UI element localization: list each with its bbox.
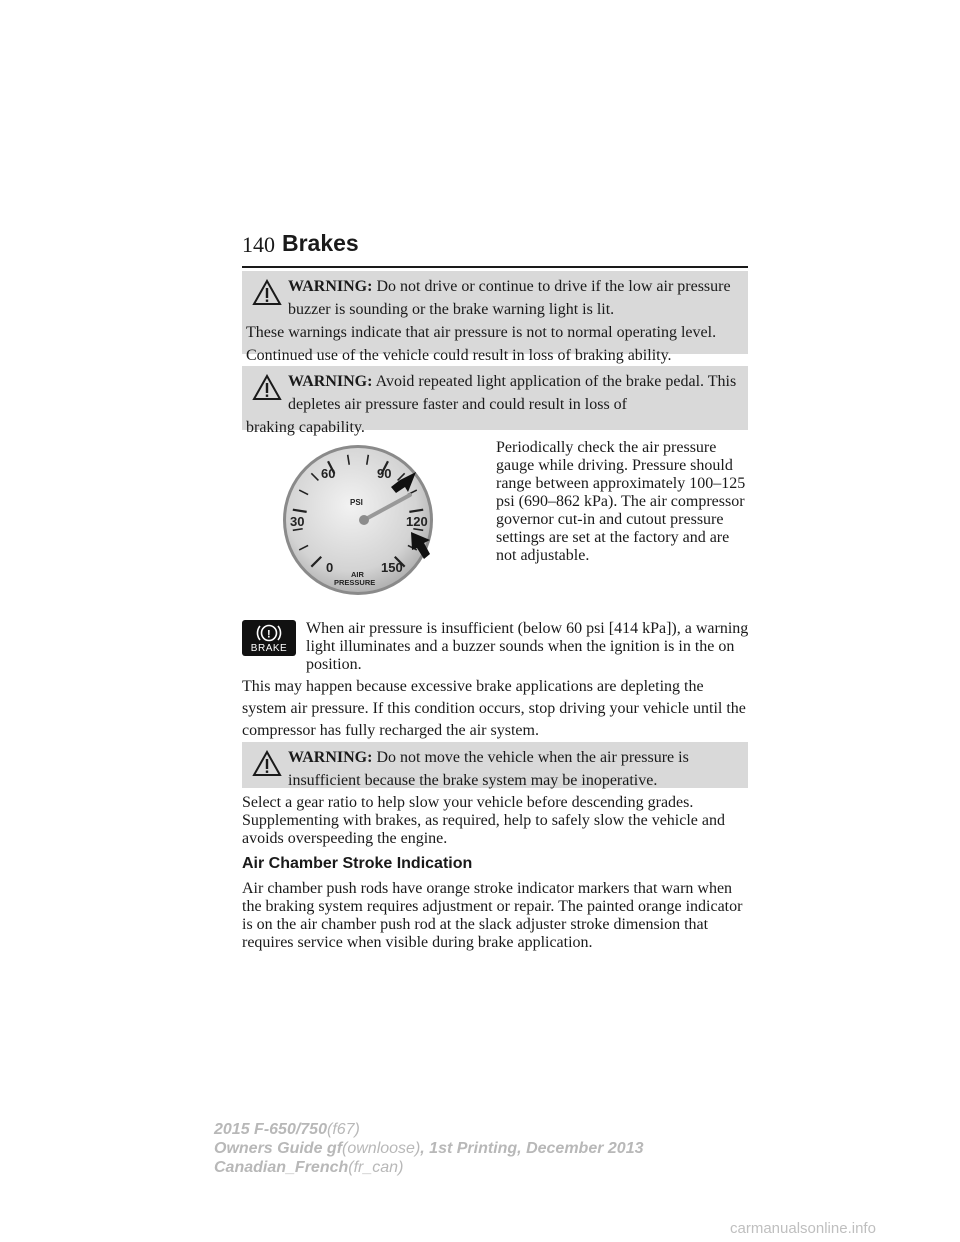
page-number: 140 xyxy=(242,232,275,257)
warning-triangle-icon xyxy=(252,750,282,777)
warning-box-brake-pedal xyxy=(242,366,748,436)
warning-lead xyxy=(246,370,742,416)
warning-lead-text: Do not drive or continue to drive if the low air pressure buzzer is sounding or the brake warning light is lit. xyxy=(288,278,731,318)
footer-line-3: Canadian_French(fr_can) xyxy=(214,1159,404,1176)
air-pressure-gauge xyxy=(278,440,448,605)
footer-line-1: 2015 F-650/750(f67) xyxy=(214,1121,360,1138)
gauge-name-line1: AIR xyxy=(351,570,364,579)
gauge-label-30: 30 xyxy=(290,514,305,529)
warning-triangle-icon xyxy=(252,374,282,401)
gauge-label-90: 90 xyxy=(377,466,392,481)
brake-icon-symbol: ! xyxy=(267,628,271,641)
page-header xyxy=(242,232,748,268)
warning-label: WARNING: xyxy=(288,373,373,390)
warning-rest-text: braking capability. xyxy=(246,419,365,436)
gauge-unit: PSI xyxy=(350,498,363,507)
section-heading: Air Chamber Stroke Indication xyxy=(242,855,473,872)
brake-warning-icon xyxy=(242,620,296,656)
paragraph-pressure-check: Periodically check the air pressure gauge while driving. Pressure should range between approximately 100–125 psi (690–862 kPa). The air compressor governor cut-in and cutout pressure settings are set at the factory and are not adjustable. xyxy=(496,439,746,564)
paragraph-gear-ratio: Select a gear ratio to help slow your vehicle before descending grades. Supplementing with brakes, as required, help to safely slow the vehicle and avoids overspeeding the engine. xyxy=(242,794,725,847)
page-title: Brakes xyxy=(282,230,359,256)
gauge-label-120: 120 xyxy=(406,514,428,529)
document-footer xyxy=(214,1120,643,1177)
footer-line-2: Owners Guide gf(ownloose), 1st Printing, December 2013 xyxy=(214,1140,644,1157)
warning-lead xyxy=(246,275,742,321)
gauge-name-line2: PRESSURE xyxy=(334,578,376,587)
gauge-label-60: 60 xyxy=(321,466,336,481)
warning-label: WARNING: xyxy=(288,278,373,295)
warning-box-do-not-move xyxy=(242,742,748,788)
warning-lead xyxy=(246,746,742,792)
paragraph-depleting: This may happen because excessive brake applications are depleting the system air pressure. If this condition occurs, stop driving your vehicle until the compressor has fully recharged the air system. xyxy=(242,678,746,739)
warning-lead-text: Do not move the vehicle when the air pressure is insufficient because the brake system may be inoperative. xyxy=(288,749,689,789)
warning-rest-text: These warnings indicate that air pressure is not to normal operating level. Continued use of the vehicle could result in loss of braking ability. xyxy=(246,324,717,364)
watermark: carmanualsonline.info xyxy=(730,1220,876,1237)
warning-lead-text: Avoid repeated light application of the brake pedal. This depletes air pressure faster and could result in loss of xyxy=(288,373,737,413)
warning-label: WARNING: xyxy=(288,749,373,766)
warning-box-low-air xyxy=(242,271,748,364)
paragraph-insufficient-pressure: When air pressure is insufficient (below 60 psi [414 kPa]), a warning light illuminates and a buzzer sounds when the ignition is in the on position. xyxy=(306,620,749,673)
warning-triangle-icon xyxy=(252,279,282,306)
gauge-label-150: 150 xyxy=(381,560,403,575)
gauge-label-0: 0 xyxy=(326,560,334,575)
brake-icon-label: BRAKE xyxy=(250,643,288,654)
paragraph-stroke-indication: Air chamber push rods have orange stroke indicator markers that warn when the braking system requires adjustment or repair. The painted orange indicator is on the air chamber push rod at the slack adjuster stroke dimension that requires service when visible during brake application. xyxy=(242,880,743,951)
